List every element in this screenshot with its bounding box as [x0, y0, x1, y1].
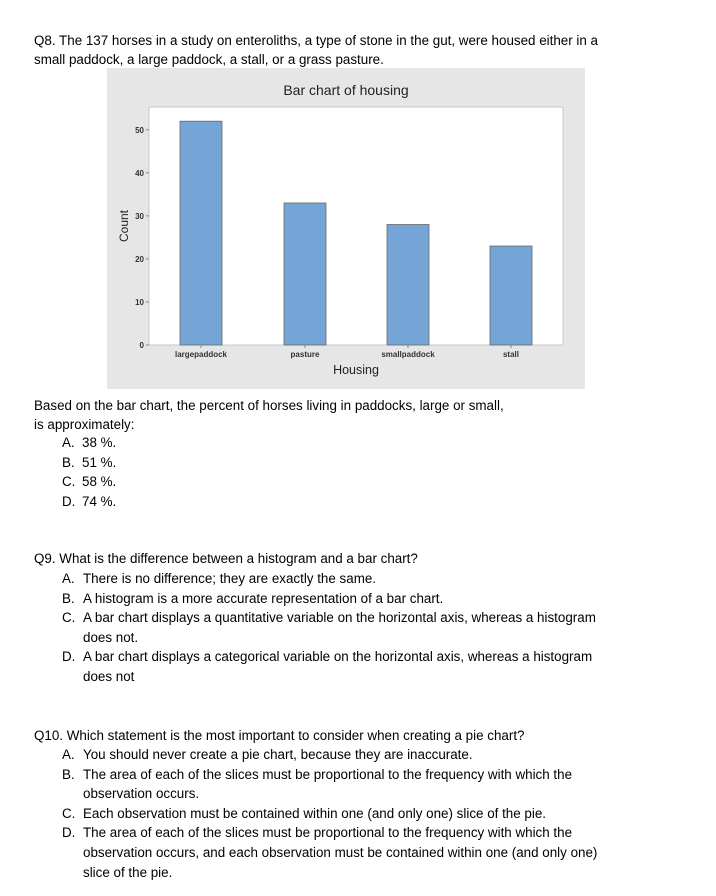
option-letter: B. [62, 590, 75, 606]
bar-chart-svg [107, 68, 585, 389]
option-letter: D. [62, 649, 76, 665]
bar-largepaddock [180, 121, 222, 345]
y-tick-label: 50 [135, 125, 144, 135]
option-letter: A. [62, 747, 75, 762]
option-letter: B. [62, 454, 75, 470]
y-tick-label: 10 [135, 297, 144, 307]
option-text: The area of each of the slices must be proportional to the frequency with which the [83, 825, 573, 841]
option-letter: C. [62, 805, 76, 821]
option-letter: C. [62, 610, 76, 626]
q10-question: Q10. Which statement is the most important to consider when creating a pie chart? [34, 728, 525, 743]
option-text: 58 %. [82, 474, 117, 490]
bar-chart [107, 68, 585, 389]
bar-pasture [284, 203, 326, 345]
option-text: A bar chart displays a categorical variable on the horizontal axis, whereas a histogram [83, 649, 593, 665]
option-text: does not [83, 669, 135, 684]
option-letter: D. [62, 825, 76, 841]
x-tick-label: smallpaddock [381, 350, 435, 359]
q9-question: Q9. What is the difference between a histogram and a bar chart? [34, 551, 418, 566]
x-axis-label: Housing [333, 363, 379, 377]
option-text: You should never create a pie chart, because they are inaccurate. [83, 747, 473, 762]
option-letter: A. [62, 571, 75, 586]
bar-stall [490, 246, 532, 345]
q8-text-line-1: Q8. The 137 horses in a study on enteroliths, a type of stone in the gut, were housed either in a [34, 33, 599, 48]
y-tick-label: 0 [139, 341, 144, 350]
option-letter: C. [62, 474, 76, 490]
y-tick-label: 30 [135, 211, 144, 221]
bar-smallpaddock [387, 224, 429, 345]
option-text: Each observation must be contained within one (and only one) slice of the pie. [83, 805, 547, 821]
q8-prompt-line-2: is approximately: [34, 417, 135, 432]
q8-prompt-line-1: Based on the bar chart, the percent of horses living in paddocks, large or small, [34, 398, 504, 413]
x-tick-label: largepaddock [174, 350, 228, 359]
option-text: does not. [83, 629, 139, 645]
x-tick-label: pasture [290, 350, 320, 359]
y-tick-label: 20 [135, 254, 144, 264]
option-text: There is no difference; they are exactly the same. [83, 571, 377, 586]
option-text: 74 %. [82, 493, 117, 509]
y-axis-label: Count [117, 209, 131, 243]
option-text: observation occurs, and each observation must be contained within one (and only one) [83, 845, 598, 860]
y-tick-label: 40 [135, 168, 144, 178]
option-text: 38 %. [82, 435, 117, 450]
option-text: 51 %. [82, 454, 117, 470]
option-text: A histogram is a more accurate representation of a bar chart. [83, 590, 444, 606]
option-text: slice of the pie. [83, 864, 173, 880]
chart-title: Bar chart of housing [283, 82, 409, 98]
q8-text-line-2: small paddock, a large paddock, a stall, or a grass pasture. [34, 52, 384, 67]
option-letter: B. [62, 766, 75, 782]
option-text: A bar chart displays a quantitative variable on the horizontal axis, whereas a histogram [83, 610, 596, 626]
option-letter: A. [62, 435, 75, 450]
option-text: observation occurs. [83, 786, 200, 802]
x-tick-label: stall [502, 350, 520, 359]
option-text: The area of each of the slices must be proportional to the frequency with which the [83, 766, 573, 782]
option-letter: D. [62, 493, 76, 509]
